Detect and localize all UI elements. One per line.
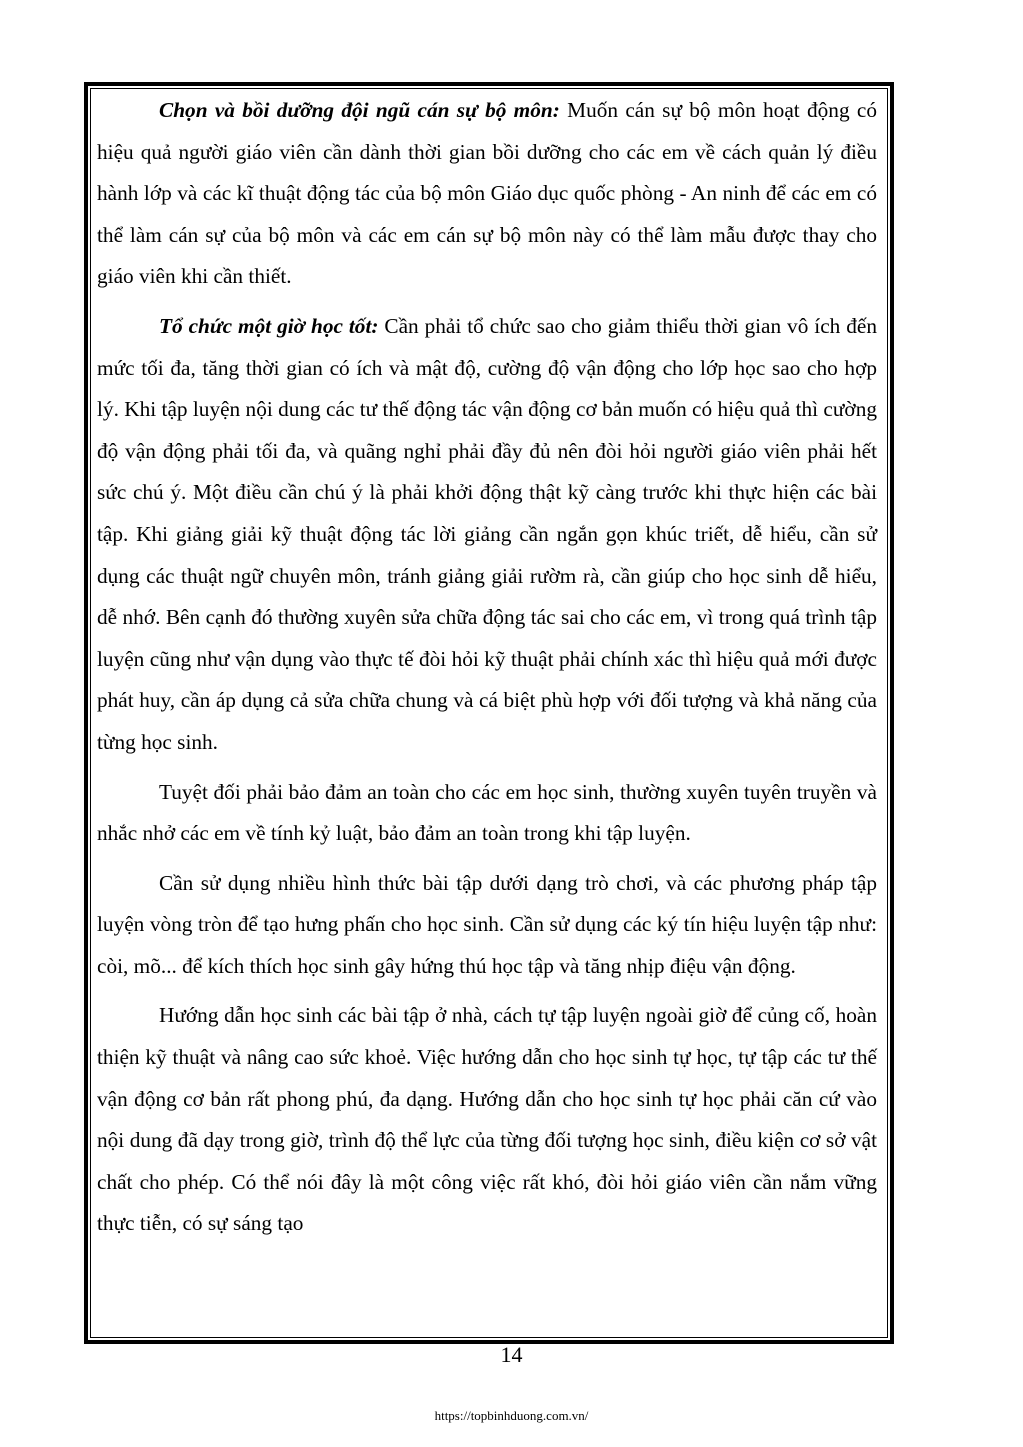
paragraph-5-text: Hướng dẫn học sinh các bài tập ở nhà, cách tự tập luyện ngoài giờ để củng cố, hoàn thiện kỹ thuật và nâng cao sức khoẻ. Việc hướng dẫn cho học sinh tự học, tự tập các tư thế vận động cơ bản rất phong phú, đa dạng. Hướng dẫn cho học sinh tự học phải căn cứ vào nội dung đã dạy trong giờ, trình độ thể lực của từng đối tượng học sinh, điều kiện cơ sở vật chất cho phép. Có thể nói đây là một công việc rất khó, đòi hỏi giáo viên cần nắm vững thực tiễn, có sự sáng tạo <box>97 1003 877 1236</box>
paragraph-2-text: Cần phải tổ chức sao cho giảm thiểu thời gian vô ích đến mức tối đa, tăng thời gian có ích và mật độ, cường độ vận động cho lớp học sao cho hợp lý. Khi tập luyện nội dung các tư thế động tác vận động cơ bản muốn có hiệu quả thì cường độ vận động phải tối đa, và quãng nghỉ phải đầy đủ nên đòi hỏi người giáo viên phải hết sức chú ý. Một điều cần chú ý là phải khởi động thật kỹ càng trước khi thực hiện các bài tập. Khi giảng giải kỹ thuật động tác lời giảng cần ngắn gọn khúc triết, dễ hiểu, cần sử dụng các thuật ngữ chuyên môn, tránh giảng giải rườm rà, cần giúp cho học sinh dễ hiểu, dễ nhớ. Bên cạnh đó thường xuyên sửa chữa động tác sai cho các em, vì trong quá trình tập luyện cũng như vận dụng vào thực tế đòi hỏi kỹ thuật phải chính xác thì hiệu quả mới được phát huy, cần áp dụng cả sửa chữa chung và cá biệt phù hợp với đối tượng và khả năng của từng học sinh. <box>97 313 877 754</box>
paragraph-3 <box>97 772 877 855</box>
paragraph-1 <box>97 90 877 298</box>
paragraph-3-text: Tuyệt đối phải bảo đảm an toàn cho các em học sinh, thường xuyên tuyên truyền và nhắc nhở các em về tính kỷ luật, bảo đảm an toàn trong khi tập luyện. <box>97 779 877 846</box>
paragraph-2 <box>97 306 877 764</box>
paragraph-4-text: Cần sử dụng nhiều hình thức bài tập dưới dạng trò chơi, và các phương pháp tập luyện vòng tròn để tạo hưng phấn cho học sinh. Cần sử dụng các ký tín hiệu luyện tập như: còi, mõ... để kích thích học sinh gây hứng thú học tập và tăng nhịp điệu vận động. <box>97 870 877 978</box>
paragraph-1-lead: Chọn và bồi dưỡng đội ngũ cán sự bộ môn: <box>159 98 560 122</box>
document-body <box>97 90 877 1253</box>
page-number: 14 <box>500 1342 523 1367</box>
paragraph-2-lead: Tổ chức một giờ học tốt: <box>159 313 379 338</box>
paragraph-5 <box>97 995 877 1245</box>
footer-url[interactable]: https://topbinhduong.com.vn/ <box>434 1408 589 1423</box>
paragraph-4 <box>97 863 877 988</box>
paragraph-1-text: Muốn cán sự bộ môn hoạt động có hiệu quả người giáo viên cần dành thời gian bồi dưỡng cho các em về cách quản lý điều hành lớp và các kĩ thuật động tác của bộ môn Giáo dục quốc phòng - An ninh để các em có thể làm cán sự của bộ môn và các em cán sự bộ môn này có thể làm mẫu được thay cho giáo viên khi cần thiết. <box>97 98 877 289</box>
